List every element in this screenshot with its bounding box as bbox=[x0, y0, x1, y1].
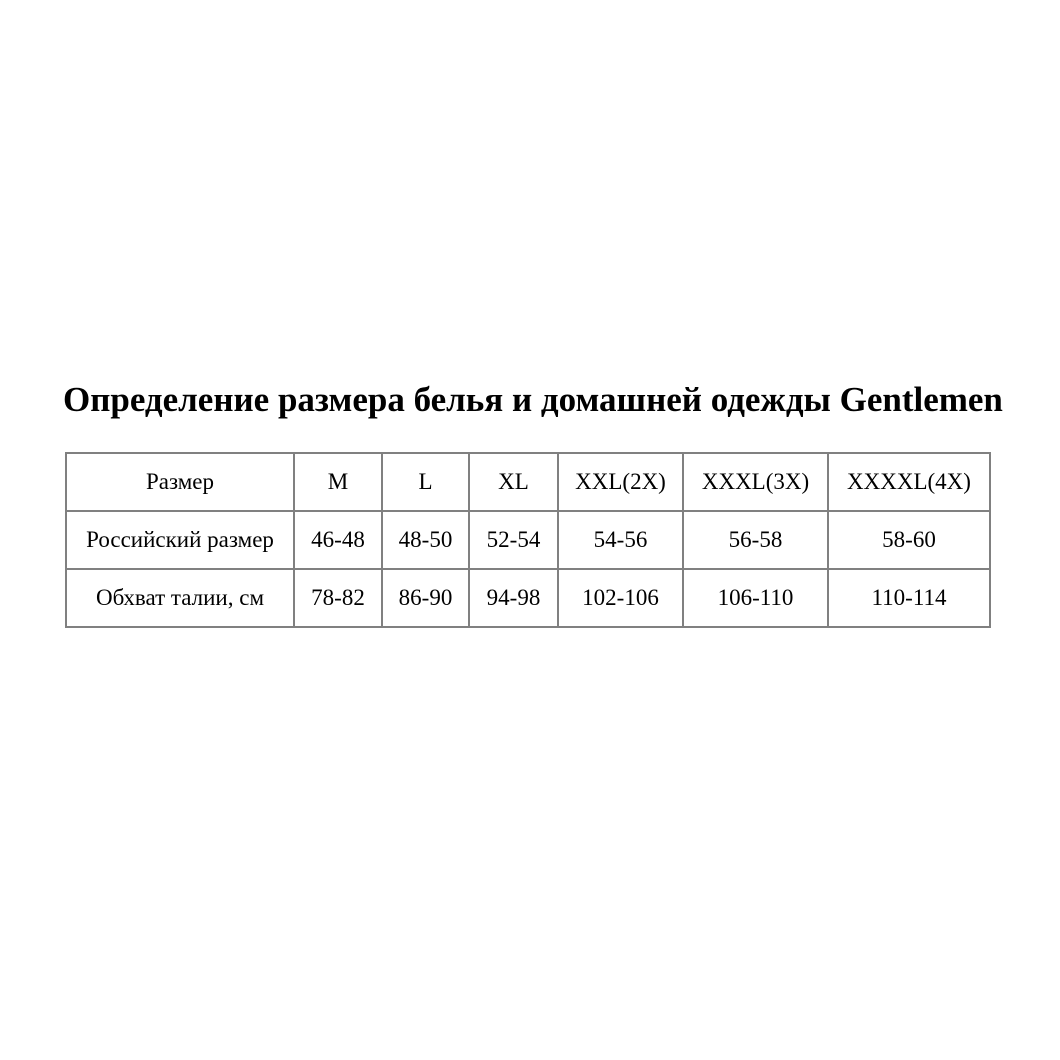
column-header-xl: XL bbox=[469, 453, 558, 511]
column-header-xxxl: XXXL(3X) bbox=[683, 453, 828, 511]
cell-value: 54-56 bbox=[558, 511, 683, 569]
cell-value: 58-60 bbox=[828, 511, 990, 569]
header-row bbox=[66, 453, 990, 511]
table-row-russian-size bbox=[66, 511, 990, 569]
column-header-xxl: XXL(2X) bbox=[558, 453, 683, 511]
column-header-l: L bbox=[382, 453, 469, 511]
cell-value: 94-98 bbox=[469, 569, 558, 627]
cell-value: 52-54 bbox=[469, 511, 558, 569]
cell-value: 56-58 bbox=[683, 511, 828, 569]
size-table bbox=[65, 452, 991, 628]
cell-value: 102-106 bbox=[558, 569, 683, 627]
page-title: Определение размера белья и домашней одежды Gentlemen bbox=[63, 380, 1003, 419]
cell-value: 110-114 bbox=[828, 569, 990, 627]
column-header-m: M bbox=[294, 453, 382, 511]
row-label: Российский размер bbox=[66, 511, 294, 569]
cell-value: 86-90 bbox=[382, 569, 469, 627]
cell-value: 48-50 bbox=[382, 511, 469, 569]
column-header-size: Размер bbox=[66, 453, 294, 511]
cell-value: 78-82 bbox=[294, 569, 382, 627]
column-header-xxxxl: XXXXL(4X) bbox=[828, 453, 990, 511]
cell-value: 106-110 bbox=[683, 569, 828, 627]
cell-value: 46-48 bbox=[294, 511, 382, 569]
table-row-waist bbox=[66, 569, 990, 627]
row-label: Обхват талии, см bbox=[66, 569, 294, 627]
